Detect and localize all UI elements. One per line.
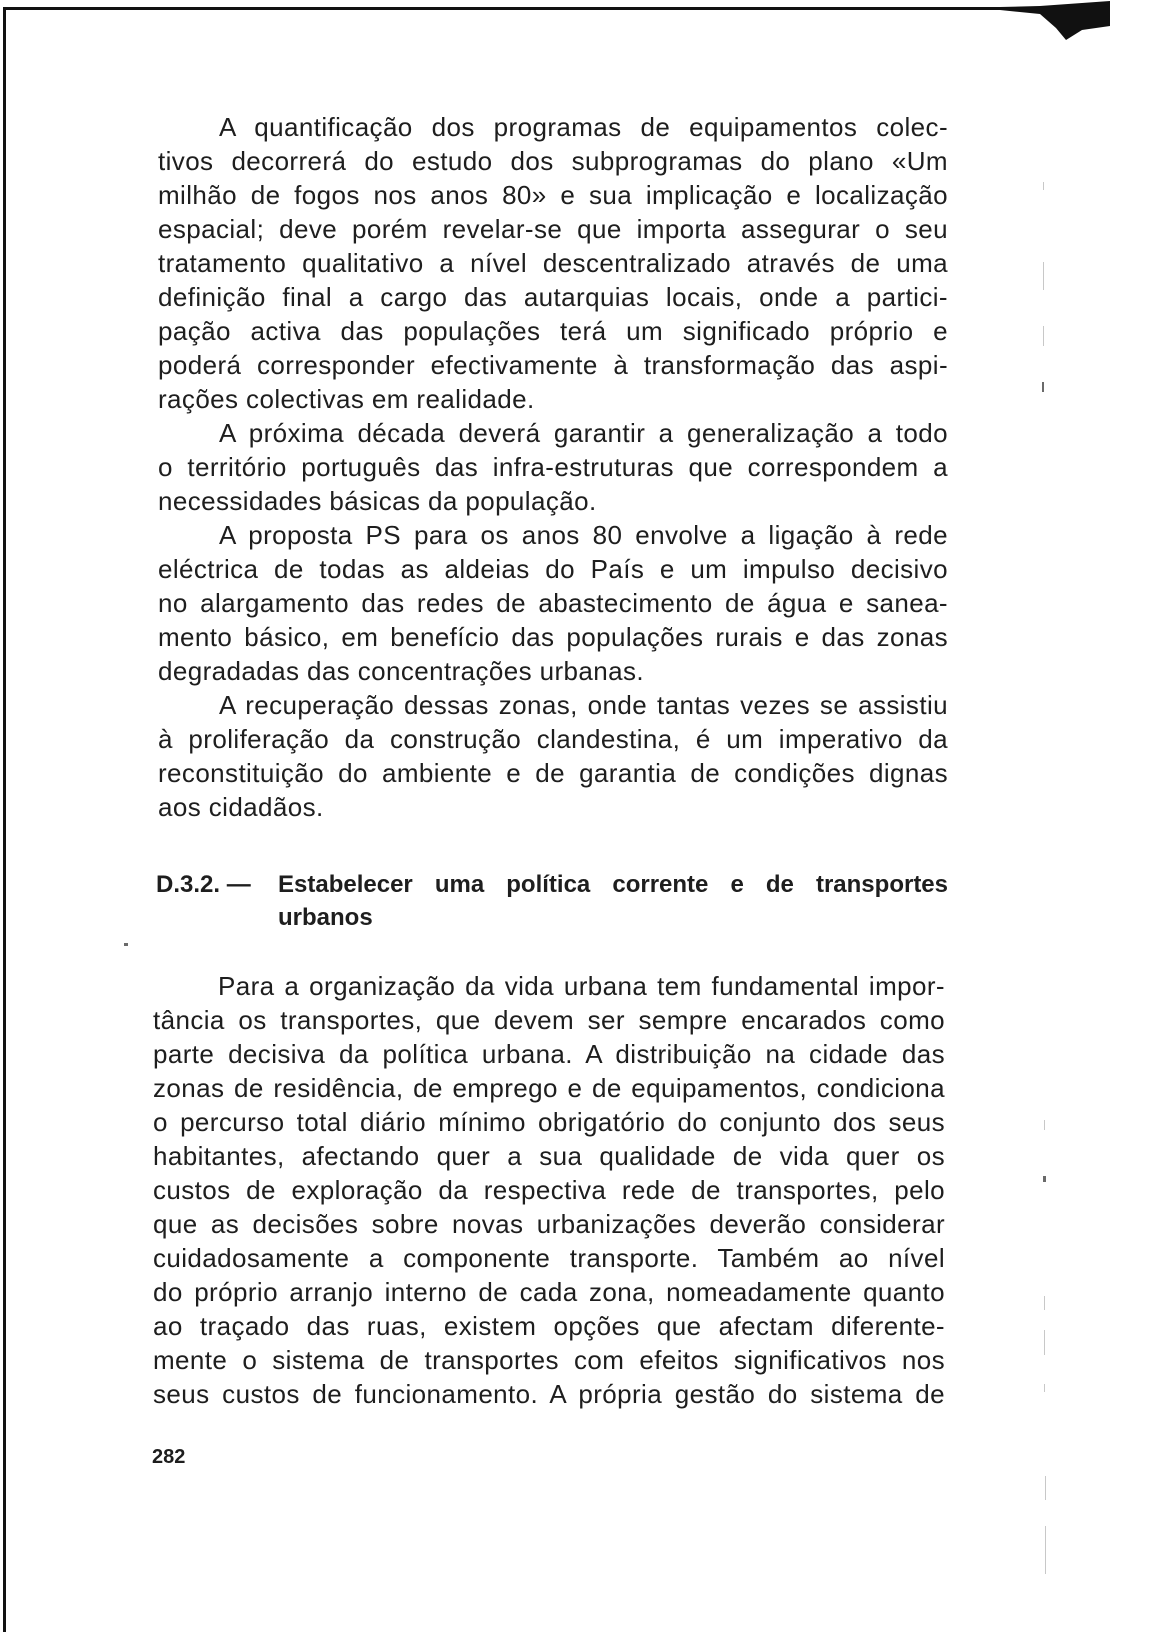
scan-speck xyxy=(1043,1176,1046,1182)
text-line: o percurso total diário mínimo obrigatório do conjunto dos seus xyxy=(153,1107,945,1137)
scan-speck xyxy=(1044,1120,1045,1130)
scan-speck xyxy=(1044,1330,1045,1355)
text-line: tratamento qualitativo a nível descentralizado através de uma xyxy=(158,248,948,278)
text-line: habitantes, afectando quer a sua qualidade de vida quer os xyxy=(153,1141,945,1171)
text-line: A quantificação dos programas de equipamentos colec- xyxy=(219,112,948,142)
body-text-top xyxy=(158,110,948,824)
page-number: 282 xyxy=(152,1446,186,1468)
text-line: A proposta PS para os anos 80 envolve a ligação à rede xyxy=(219,520,948,550)
text-line: degradadas das concentrações urbanas. xyxy=(158,656,645,686)
text-line: rações colectivas em realidade. xyxy=(158,384,535,414)
text-line: zonas de residência, de emprego e de equipamentos, condiciona xyxy=(153,1073,945,1103)
scan-page-edge-top xyxy=(3,7,1043,10)
text-line: no alargamento das redes de abastecimento de água e sanea- xyxy=(158,588,948,618)
paragraph xyxy=(158,688,948,824)
text-line: ao traçado das ruas, existem opções que afectam diferente- xyxy=(153,1311,945,1341)
text-line: espacial; deve porém revelar-se que importa assegurar o seu xyxy=(158,214,948,244)
section-number: D.3.2. — xyxy=(156,871,251,898)
scan-speck xyxy=(124,943,128,946)
scan-speck xyxy=(1044,1384,1045,1392)
text-line: cuidadosamente a componente transporte. Também ao nível xyxy=(153,1243,945,1273)
text-line: mente o sistema de transportes com efeitos significativos nos xyxy=(153,1345,945,1375)
text-line: milhão de fogos nos anos 80» e sua implicação e localização xyxy=(158,180,948,210)
section-title-line: Estabelecer uma política corrente e de transportes xyxy=(278,871,948,898)
text-line: o território português das infra-estruturas que correspondem a xyxy=(158,452,948,482)
paragraph xyxy=(153,969,945,1411)
scan-speck xyxy=(1042,382,1044,392)
text-line: A próxima década deverá garantir a generalização a todo xyxy=(219,418,948,448)
scan-corner-shadow xyxy=(1000,0,1112,45)
text-line: que as decisões sobre novas urbanizações deverão considerar xyxy=(153,1209,945,1239)
text-line: tância os transportes, que devem ser sempre encarados como xyxy=(153,1005,945,1035)
section-title-line: urbanos xyxy=(278,904,373,931)
text-line: seus custos de funcionamento. A própria gestão do sistema de xyxy=(153,1379,945,1409)
text-line: reconstituição do ambiente e de garantia de condições dignas xyxy=(158,758,948,788)
text-line: pação activa das populações terá um significado próprio e xyxy=(158,316,948,346)
body-text-section xyxy=(153,969,945,1411)
text-line: tivos decorrerá do estudo dos subprogramas do plano «Um xyxy=(158,146,948,176)
scan-page-edge-left xyxy=(3,7,6,1632)
text-line: necessidades básicas da população. xyxy=(158,486,597,516)
section-title xyxy=(278,868,948,934)
scan-speck xyxy=(1043,326,1044,346)
scan-speck xyxy=(1045,1476,1046,1500)
text-line: poderá corresponder efectivamente à transformação das aspi- xyxy=(158,350,948,380)
text-line: definição final a cargo das autarquias locais, onde a partici- xyxy=(158,282,948,312)
text-line: A recuperação dessas zonas, onde tantas vezes se assistiu xyxy=(219,690,948,720)
paragraph xyxy=(158,110,948,416)
paragraph xyxy=(158,416,948,518)
text-line: do próprio arranjo interno de cada zona, nomeadamente quanto xyxy=(153,1277,945,1307)
scan-speck xyxy=(1044,1296,1045,1310)
section-heading xyxy=(156,868,948,934)
paragraph xyxy=(158,518,948,688)
text-line: eléctrica de todas as aldeias do País e um impulso decisivo xyxy=(158,554,948,584)
text-line: Para a organização da vida urbana tem fundamental impor- xyxy=(218,971,945,1001)
scan-speck xyxy=(1043,262,1044,290)
text-line: mento básico, em benefício das populações rurais e das zonas xyxy=(158,622,948,652)
text-line: aos cidadãos. xyxy=(158,792,324,822)
text-line: custos de exploração da respectiva rede de transportes, pelo xyxy=(153,1175,945,1205)
text-line: à proliferação da construção clandestina, é um imperativo da xyxy=(158,724,948,754)
scan-speck xyxy=(1045,1526,1046,1574)
text-line: parte decisiva da política urbana. A distribuição na cidade das xyxy=(153,1039,945,1069)
scan-speck xyxy=(1043,182,1044,190)
